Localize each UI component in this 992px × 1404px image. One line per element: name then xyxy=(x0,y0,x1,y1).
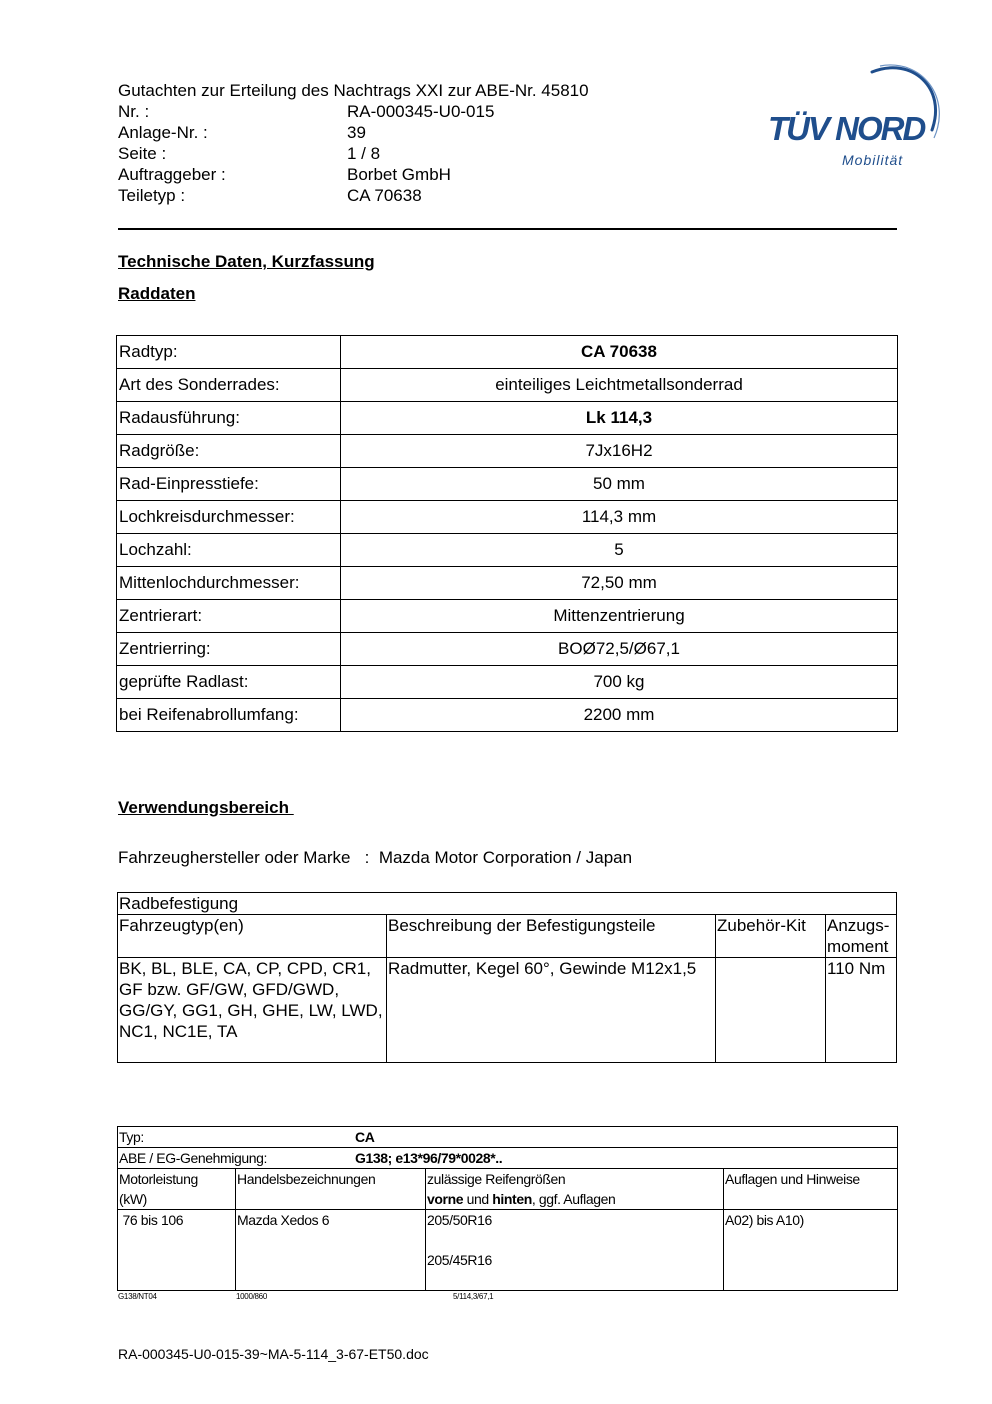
table-cell-reifen xyxy=(426,1210,724,1291)
raddaten-value: Mittenzentrierung xyxy=(341,600,898,633)
table-row xyxy=(117,369,898,402)
table-row xyxy=(118,893,897,915)
raddaten-value: Lk 114,3 xyxy=(341,402,898,435)
header-divider xyxy=(118,228,897,230)
header-label: Teiletyp : xyxy=(118,186,186,205)
reifen-size: 205/50R16 xyxy=(427,1212,492,1228)
raddaten-value: 5 xyxy=(341,534,898,567)
file-name: RA-000345-U0-015-39~MA-5-114_3-67-ET50.doc xyxy=(118,1346,429,1362)
header-row-anlage xyxy=(118,122,589,143)
raddaten-label: Zentrierring: xyxy=(117,633,341,666)
header-row-auftraggeber xyxy=(118,164,589,185)
footnote-code: 1000/860 xyxy=(236,1292,267,1301)
table-cell: Radmutter, Kegel 60°, Gewinde M12x1,5 xyxy=(387,958,716,1063)
raddaten-label: Mittenlochdurchmesser: xyxy=(117,567,341,600)
fahrzeughersteller-line xyxy=(118,848,632,868)
raddaten-table xyxy=(116,335,898,732)
header-value: RA-000345-U0-015 xyxy=(347,102,495,121)
footnote-code: 5/114,3/67,1 xyxy=(453,1292,494,1301)
table-row xyxy=(118,1127,898,1148)
footnote-code: G138/NT04 xyxy=(118,1292,157,1301)
table-row xyxy=(117,336,898,369)
abe-row xyxy=(118,1148,898,1169)
raddaten-value: einteiliges Leichtmetallsonderrad xyxy=(341,369,898,402)
col-header: Beschreibung der Befestigungsteile xyxy=(387,915,716,958)
table-row xyxy=(117,699,898,732)
reifen-header-line1: zulässige Reifengrößen xyxy=(427,1171,566,1187)
fahrzeug-separator: : xyxy=(364,848,370,867)
fahrzeug-value: Mazda Motor Corporation / Japan xyxy=(378,848,633,867)
section-heading-raddaten: Raddaten xyxy=(118,284,196,303)
reifen-und: und xyxy=(463,1191,493,1207)
header-label: Nr. : xyxy=(118,102,150,121)
header-value: 1 / 8 xyxy=(347,144,381,163)
typ-table xyxy=(117,1126,898,1291)
header-value: Borbet GmbH xyxy=(347,165,451,184)
raddaten-label: Radtyp: xyxy=(117,336,341,369)
table-row xyxy=(118,915,897,958)
table-row xyxy=(118,958,897,1063)
table-row xyxy=(117,567,898,600)
table-row xyxy=(117,435,898,468)
table-cell: A02) bis A10) xyxy=(724,1210,898,1291)
raddaten-label: Zentrierart: xyxy=(117,600,341,633)
section-heading-tech: Technische Daten, Kurzfassung xyxy=(118,252,375,271)
raddaten-label: Art des Sonderrades: xyxy=(117,369,341,402)
raddaten-value: 2200 mm xyxy=(341,699,898,732)
document-header xyxy=(118,80,589,206)
header-label: Anlage-Nr. : xyxy=(118,123,208,142)
table-row xyxy=(117,633,898,666)
col-header: Fahrzeugtyp(en) xyxy=(118,915,387,958)
col-header: Handelsbezeichnungen xyxy=(236,1169,426,1210)
col-header: Zubehör-Kit xyxy=(716,915,826,958)
header-row-seite xyxy=(118,143,589,164)
table-row xyxy=(118,1169,898,1210)
table-cell xyxy=(716,958,826,1063)
typ-value: CA xyxy=(355,1129,375,1145)
raddaten-value: CA 70638 xyxy=(341,336,898,369)
raddaten-label: Lochkreisdurchmesser: xyxy=(117,501,341,534)
col-header: Auflagen und Hinweise xyxy=(724,1169,898,1210)
table-row xyxy=(117,666,898,699)
section-heading-verwendung: Verwendungsbereich xyxy=(118,798,294,817)
table-row xyxy=(117,402,898,435)
reifen-rest: , ggf. Auflagen xyxy=(531,1191,616,1207)
table-row xyxy=(117,501,898,534)
document-title: Gutachten zur Erteilung des Nachtrags XXI zur ABE-Nr. 45810 xyxy=(118,81,589,100)
raddaten-label: geprüfte Radlast: xyxy=(117,666,341,699)
typ-label: Typ: xyxy=(119,1129,144,1145)
fahrzeug-label: Fahrzeughersteller oder Marke xyxy=(118,848,351,867)
col-header: Motorleistung (kW) xyxy=(118,1169,236,1210)
raddaten-value: 50 mm xyxy=(341,468,898,501)
table-cell: 76 bis 106 xyxy=(118,1210,236,1291)
header-row-teiletyp xyxy=(118,185,589,206)
raddaten-label: Lochzahl: xyxy=(117,534,341,567)
table-row xyxy=(117,534,898,567)
col-header-reifen xyxy=(426,1169,724,1210)
table-row xyxy=(117,600,898,633)
col-header: Anzugs- moment xyxy=(826,915,897,958)
header-row-nr xyxy=(118,101,589,122)
table-cell: 110 Nm xyxy=(826,958,897,1063)
table-cell: BK, BL, BLE, CA, CP, CPD, CR1, GF bzw. GF/GW, GFD/GWD, GG/GY, GG1, GH, GHE, LW, LWD, NC1, NC1E, TA xyxy=(118,958,387,1063)
abe-value: G138; e13*96/79*0028*.. xyxy=(355,1150,503,1166)
raddaten-value: 7Jx16H2 xyxy=(341,435,898,468)
table-row xyxy=(117,468,898,501)
raddaten-value: 114,3 mm xyxy=(341,501,898,534)
header-value: CA 70638 xyxy=(347,186,422,205)
header-value: 39 xyxy=(347,123,366,142)
raddaten-label: Radausführung: xyxy=(117,402,341,435)
raddaten-label: Radgröße: xyxy=(117,435,341,468)
logo-wordmark: TÜV NORD xyxy=(768,110,925,147)
table-row xyxy=(118,1210,898,1291)
raddaten-value: BOØ72,5/Ø67,1 xyxy=(341,633,898,666)
header-label: Auftraggeber : xyxy=(118,165,226,184)
typ-row xyxy=(118,1127,898,1148)
raddaten-value: 700 kg xyxy=(341,666,898,699)
raddaten-value: 72,50 mm xyxy=(341,567,898,600)
radbefestigung-title: Radbefestigung xyxy=(118,893,897,915)
logo-subtitle: Mobilität xyxy=(842,152,904,168)
radbefestigung-table xyxy=(117,892,897,1063)
reifen-hinten: hinten xyxy=(492,1191,532,1207)
header-label: Seite : xyxy=(118,144,167,163)
reifen-size: 205/45R16 xyxy=(427,1252,492,1268)
raddaten-label: bei Reifenabrollumfang: xyxy=(117,699,341,732)
tuv-nord-logo xyxy=(762,58,942,173)
reifen-vorne: vorne xyxy=(427,1191,464,1207)
table-row xyxy=(118,1148,898,1169)
raddaten-label: Rad-Einpresstiefe: xyxy=(117,468,341,501)
abe-label: ABE / EG-Genehmigung: xyxy=(119,1150,268,1166)
table-cell: Mazda Xedos 6 xyxy=(236,1210,426,1291)
